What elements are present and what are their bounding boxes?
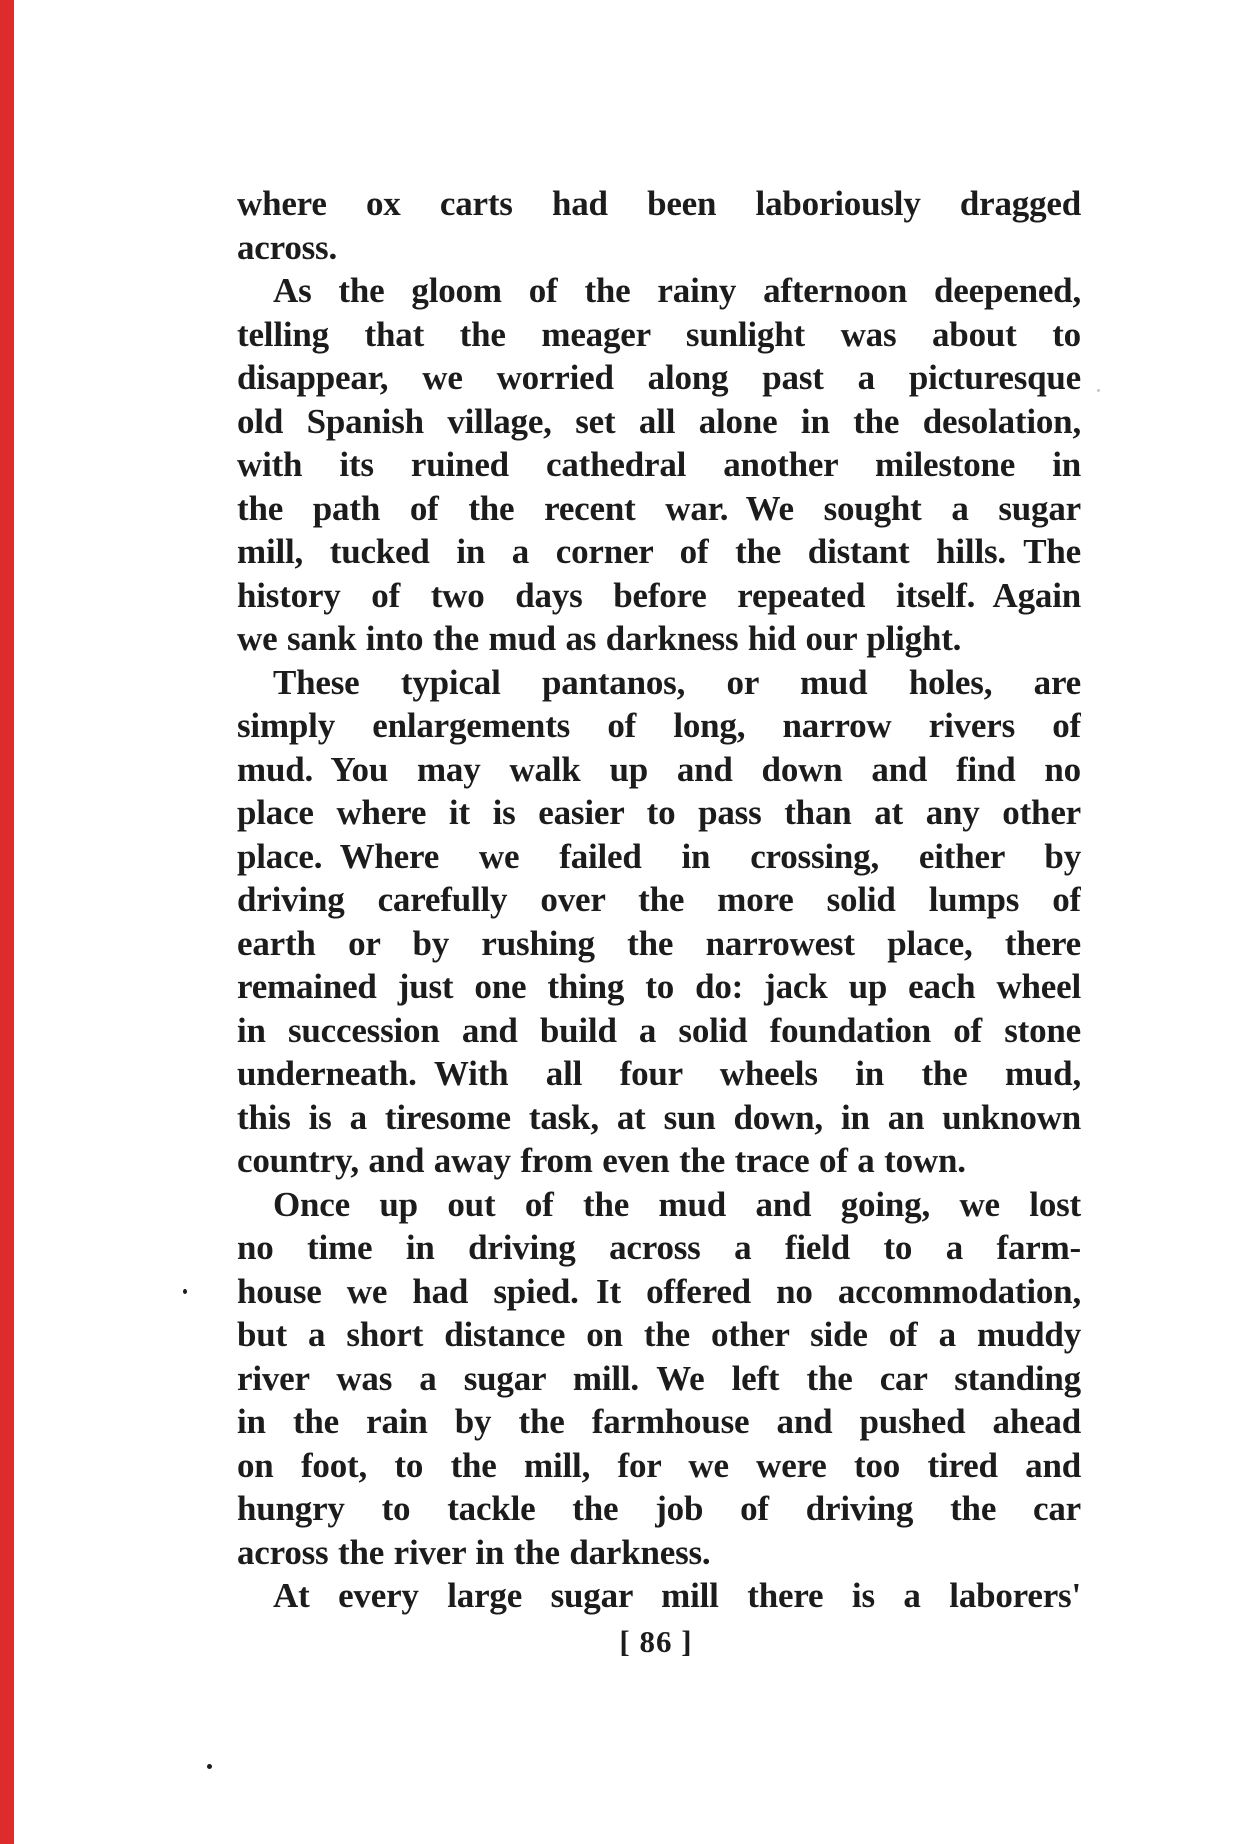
text-line: earth or by rushing the narrowest place, there: [237, 923, 1081, 963]
text-line: As the gloom of the rainy afternoon deepened,: [273, 271, 1081, 310]
text-line: old Spanish village, set all alone in the desolation,: [237, 401, 1081, 441]
text-line: history of two days before repeated itself. Again: [237, 575, 1081, 615]
scan-speck: [1097, 389, 1100, 392]
text-line: underneath. With all four wheels in the mud,: [237, 1054, 1081, 1093]
text-line: mill, tucked in a corner of the distant hills. The: [237, 532, 1081, 571]
text-line: telling that the meager sunlight was about to: [237, 314, 1081, 354]
text-line: driving carefully over the more solid lumps of: [237, 880, 1081, 919]
text-line: place. Where we failed in crossing, either by: [237, 836, 1081, 876]
text-line: where ox carts had been laboriously dragged: [237, 184, 1081, 223]
text-line: with its ruined cathedral another milestone in: [237, 445, 1081, 484]
text-line: across.: [237, 227, 338, 267]
text-line: across the river in the darkness.: [237, 1532, 711, 1572]
text-line: no time in driving across a field to a farm-: [237, 1228, 1081, 1267]
page-text: [237, 182, 1081, 1618]
scan-speck: [183, 1289, 187, 1294]
text-line: country, and away from even the trace of a town.: [237, 1141, 966, 1180]
book-edge-strip: [0, 0, 14, 1844]
text-line: At every large sugar mill there is a laborers': [273, 1576, 1081, 1615]
text-line: disappear, we worried along past a picturesque: [237, 358, 1081, 397]
text-line: in the rain by the farmhouse and pushed ahead: [237, 1402, 1081, 1441]
text-line: river was a sugar mill. We left the car standing: [237, 1358, 1081, 1398]
page-number: [ 86 ]: [619, 1624, 693, 1659]
text-line: place where it is easier to pass than at any other: [237, 793, 1081, 832]
text-line: These typical pantanos, or mud holes, are: [273, 662, 1081, 702]
text-line: this is a tiresome task, at sun down, in an unknown: [237, 1097, 1081, 1137]
text-line: we sank into the mud as darkness hid our plight.: [237, 619, 962, 658]
text-line: remained just one thing to do: jack up each wheel: [237, 967, 1081, 1006]
text-line: house we had spied. It offered no accommodation,: [237, 1271, 1081, 1311]
text-line: but a short distance on the other side of a muddy: [237, 1315, 1081, 1354]
text-line: on foot, to the mill, for we were too tired and: [237, 1445, 1081, 1485]
scan-speck: [207, 1764, 212, 1769]
text-line: hungry to tackle the job of driving the car: [237, 1489, 1081, 1528]
text-line: Once up out of the mud and going, we lost: [273, 1184, 1081, 1224]
text-line: mud. You may walk up and down and find no: [237, 749, 1081, 789]
text-line: the path of the recent war. We sought a sugar: [237, 488, 1081, 528]
text-line: in succession and build a solid foundation of stone: [237, 1010, 1081, 1050]
text-line: simply enlargements of long, narrow rivers of: [237, 706, 1081, 745]
